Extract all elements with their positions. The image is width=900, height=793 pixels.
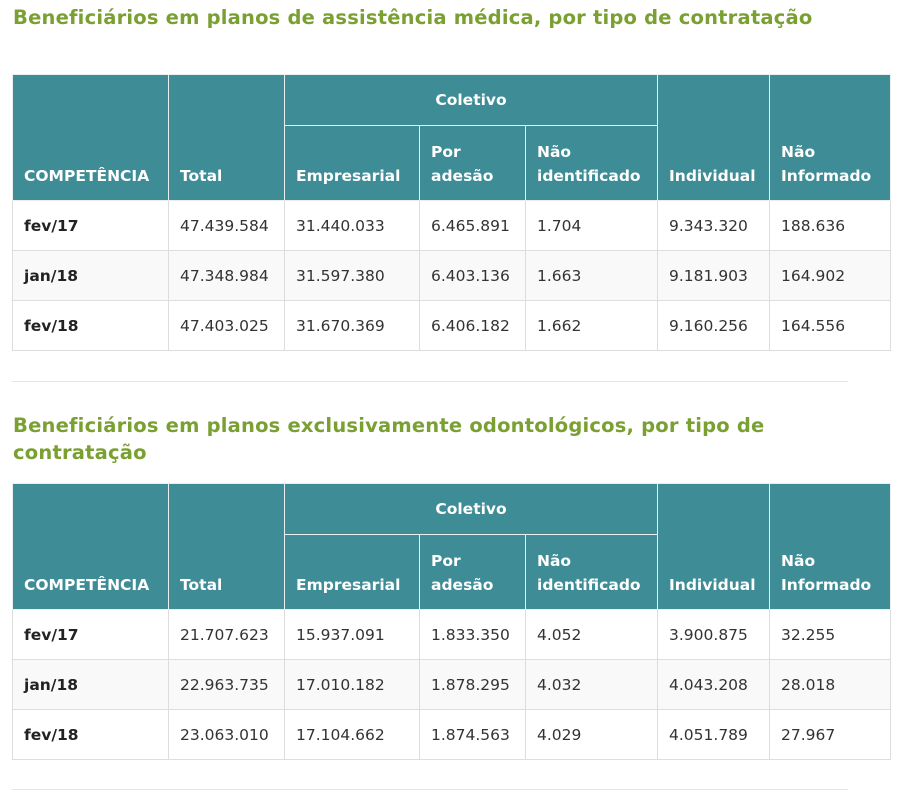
header-coletivo: Coletivo [285, 484, 658, 535]
cell-nao-informado: 28.018 [770, 660, 891, 710]
cell-empresarial: 17.010.182 [285, 660, 420, 710]
cell-por-adesao: 1.874.563 [420, 710, 526, 760]
header-nao-identificado: Não identificado [526, 535, 658, 610]
cell-nao-identificado: 1.663 [526, 251, 658, 301]
cell-individual: 4.051.789 [658, 710, 770, 760]
table-row [13, 251, 891, 301]
cell-nao-identificado: 1.704 [526, 201, 658, 251]
cell-nao-identificado: 4.032 [526, 660, 658, 710]
cell-nao-identificado: 4.029 [526, 710, 658, 760]
table-row [13, 660, 891, 710]
cell-total: 47.403.025 [169, 301, 285, 351]
cell-empresarial: 15.937.091 [285, 610, 420, 660]
header-nao-informado: Não Informado [770, 484, 891, 610]
cell-competencia: fev/18 [13, 301, 169, 351]
cell-individual: 9.160.256 [658, 301, 770, 351]
header-competencia: COMPETÊNCIA [13, 75, 169, 201]
cell-competencia: fev/17 [13, 610, 169, 660]
section-odontologicos [12, 412, 890, 760]
cell-empresarial: 17.104.662 [285, 710, 420, 760]
cell-por-adesao: 1.833.350 [420, 610, 526, 660]
header-nao-informado: Não Informado [770, 75, 891, 201]
section-divider [12, 789, 848, 790]
header-empresarial: Empresarial [285, 535, 420, 610]
cell-individual: 4.043.208 [658, 660, 770, 710]
section-title: Beneficiários em planos exclusivamente odontológicos, por tipo de contratação [13, 414, 765, 464]
cell-nao-informado: 27.967 [770, 710, 891, 760]
cell-por-adesao: 6.465.891 [420, 201, 526, 251]
cell-nao-informado: 188.636 [770, 201, 891, 251]
cell-total: 22.963.735 [169, 660, 285, 710]
header-empresarial: Empresarial [285, 126, 420, 201]
header-total: Total [169, 75, 285, 201]
cell-nao-identificado: 4.052 [526, 610, 658, 660]
section-assistencia-medica [12, 4, 890, 351]
cell-nao-identificado: 1.662 [526, 301, 658, 351]
table-row [13, 710, 891, 760]
cell-total: 47.439.584 [169, 201, 285, 251]
beneficiaries-table-odontologicos [12, 483, 891, 760]
table-row [13, 301, 891, 351]
header-por-adesao: Por adesão [420, 535, 526, 610]
cell-empresarial: 31.440.033 [285, 201, 420, 251]
cell-competencia: fev/18 [13, 710, 169, 760]
header-total: Total [169, 484, 285, 610]
cell-total: 47.348.984 [169, 251, 285, 301]
beneficiaries-table-medica [12, 74, 891, 351]
header-individual: Individual [658, 484, 770, 610]
cell-empresarial: 31.597.380 [285, 251, 420, 301]
cell-nao-informado: 164.556 [770, 301, 891, 351]
cell-empresarial: 31.670.369 [285, 301, 420, 351]
cell-individual: 3.900.875 [658, 610, 770, 660]
header-competencia: COMPETÊNCIA [13, 484, 169, 610]
table-row [13, 201, 891, 251]
table-row [13, 610, 891, 660]
cell-nao-informado: 32.255 [770, 610, 891, 660]
cell-total: 23.063.010 [169, 710, 285, 760]
cell-competencia: jan/18 [13, 251, 169, 301]
section-divider [12, 381, 848, 382]
header-coletivo: Coletivo [285, 75, 658, 126]
section-title: Beneficiários em planos de assistência médica, por tipo de contratação [13, 6, 813, 29]
header-individual: Individual [658, 75, 770, 201]
cell-por-adesao: 1.878.295 [420, 660, 526, 710]
header-nao-identificado: Não identificado [526, 126, 658, 201]
cell-individual: 9.181.903 [658, 251, 770, 301]
cell-total: 21.707.623 [169, 610, 285, 660]
cell-por-adesao: 6.403.136 [420, 251, 526, 301]
header-por-adesao: Por adesão [420, 126, 526, 201]
cell-competencia: jan/18 [13, 660, 169, 710]
cell-nao-informado: 164.902 [770, 251, 891, 301]
cell-por-adesao: 6.406.182 [420, 301, 526, 351]
cell-individual: 9.343.320 [658, 201, 770, 251]
cell-competencia: fev/17 [13, 201, 169, 251]
